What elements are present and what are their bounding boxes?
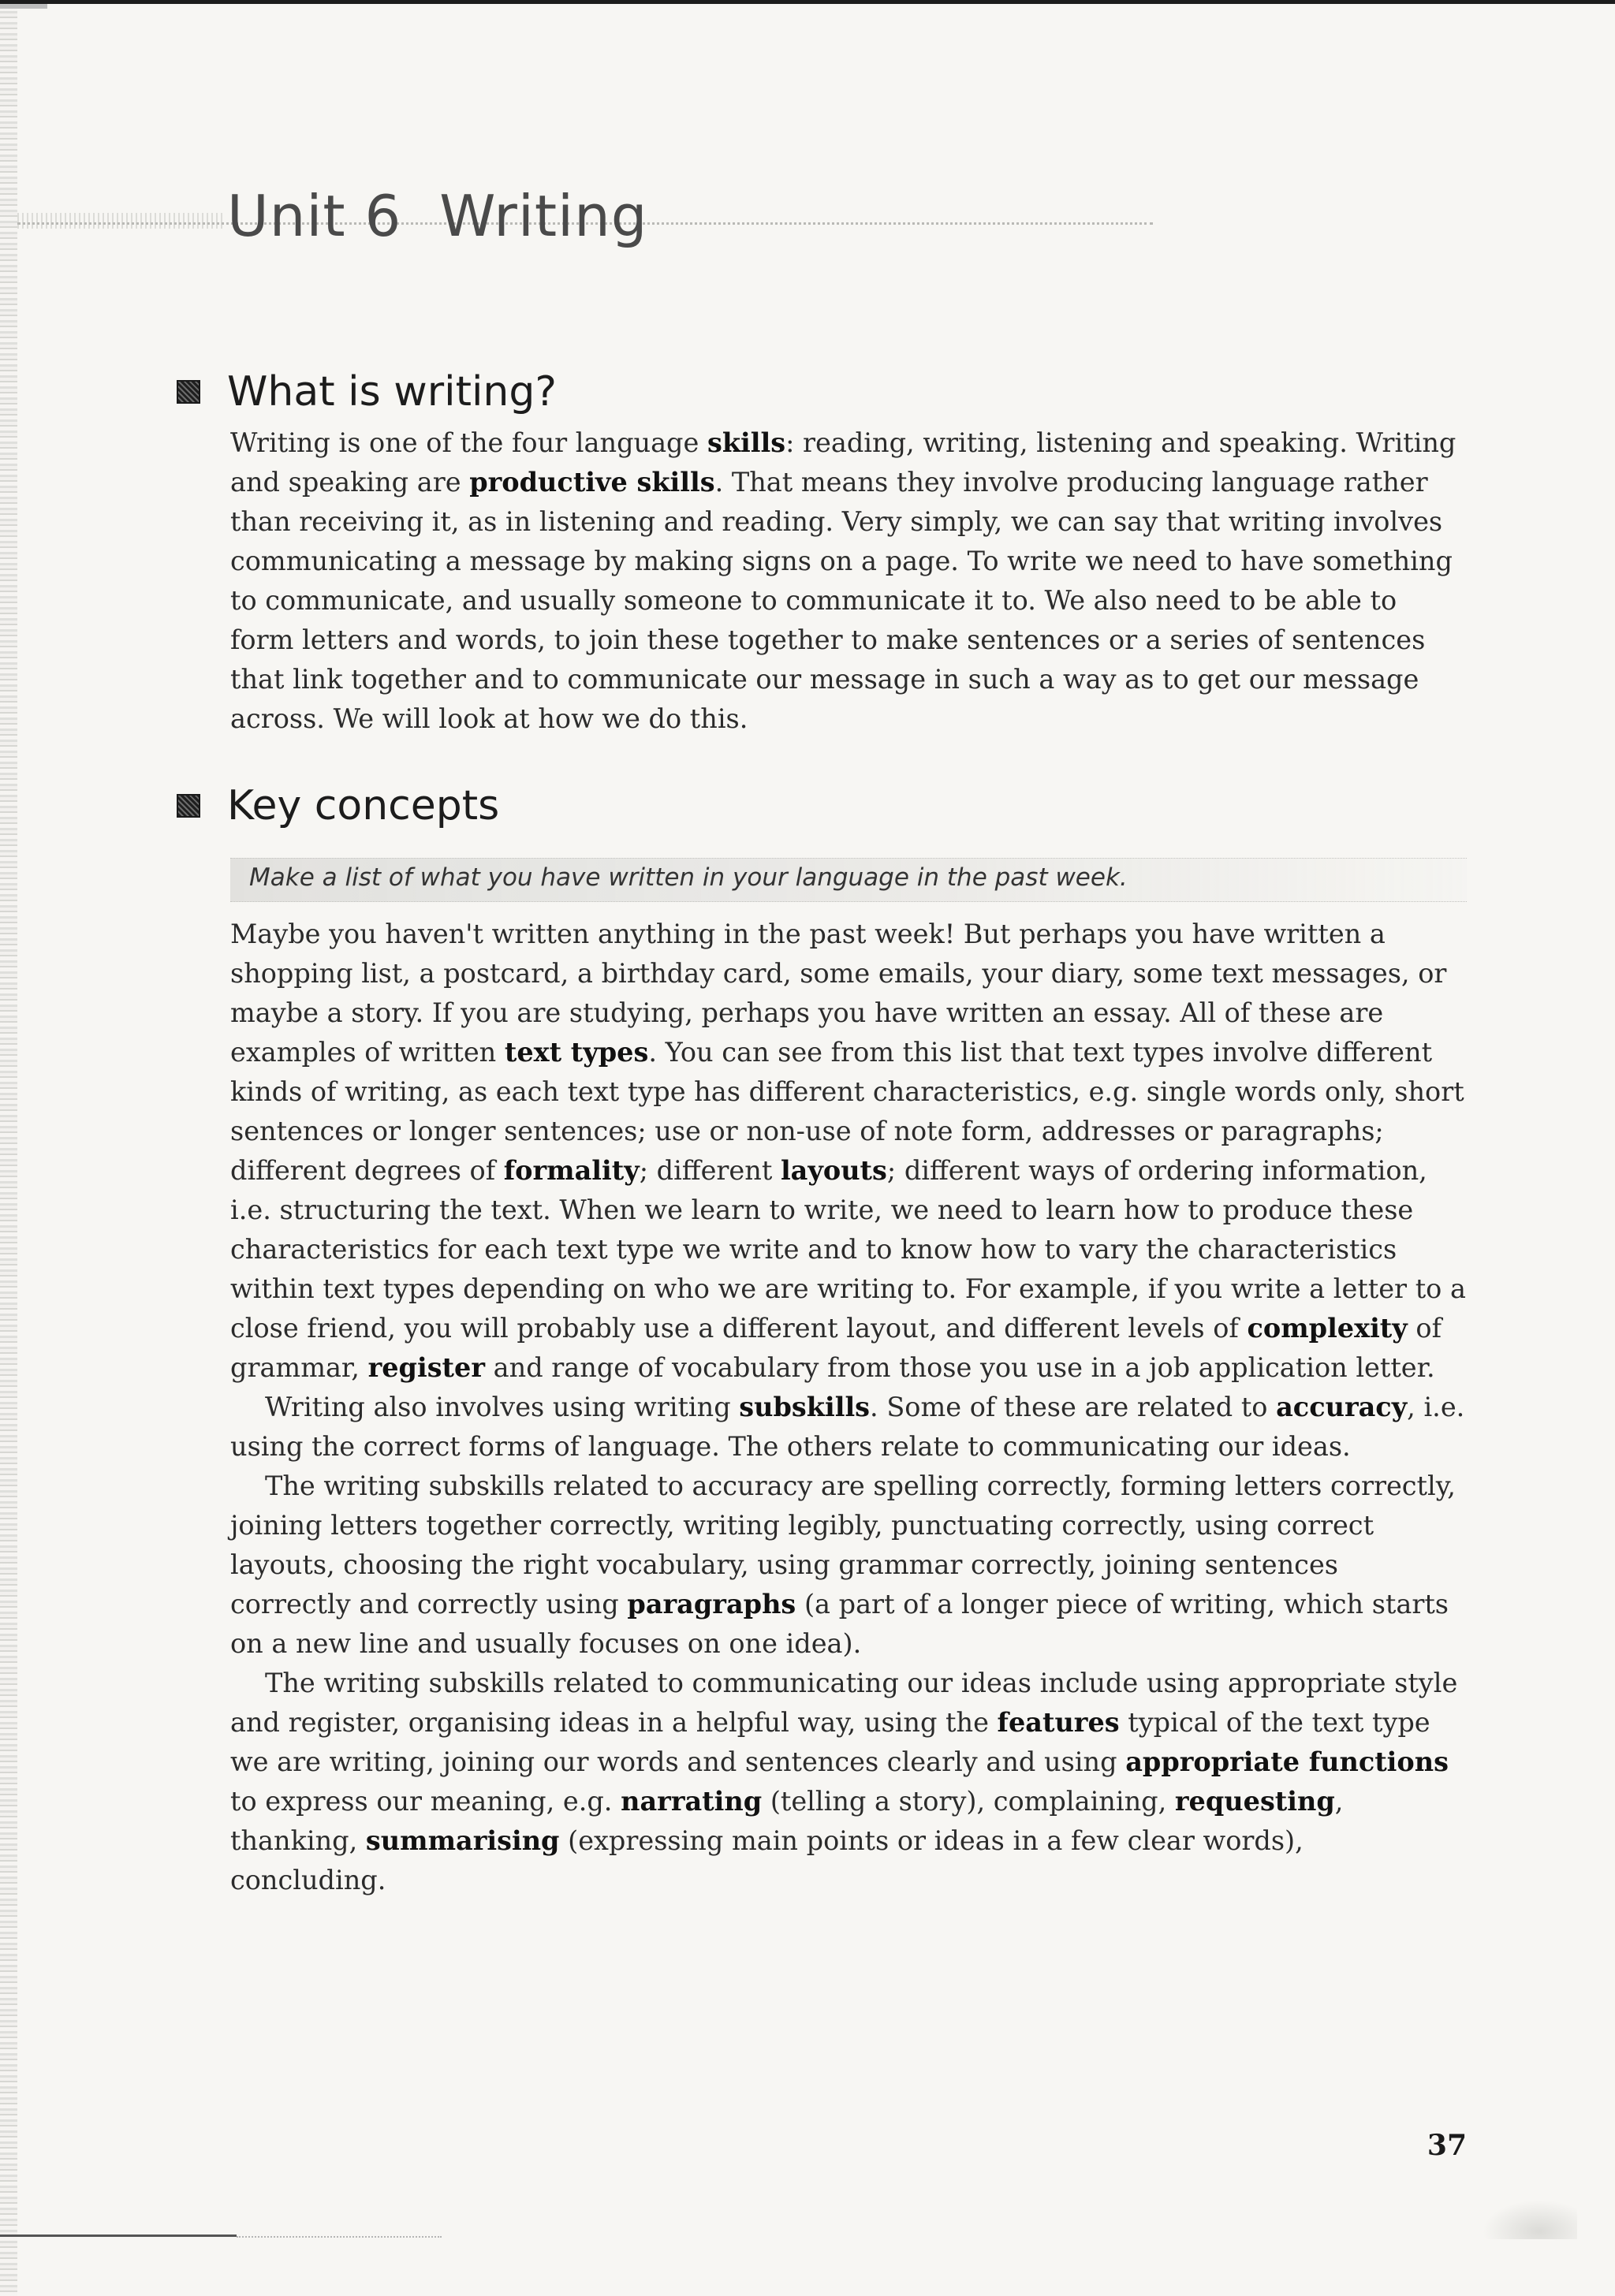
scan-edge-top [0,0,1615,4]
key-term: register [367,1352,485,1383]
text-run: Writing also involves using writing [265,1392,740,1422]
key-term: requesting [1174,1786,1335,1817]
text-run: (a part of a longer piece of writing, which starts on a new line and usually focuses on one idea). [230,1589,1449,1659]
key-term: skills [707,427,786,458]
text-run: : reading, writing, listening and speaking. Writing and speaking are [230,427,1456,498]
text-run: ; different ways of ordering information, i.e. structuring the text. When we learn to write, we need to learn how to produce these characteristics for each text type we write and to know how to vary the characteristics within text types depending on who we are writing to. For example, if you write a letter to a close friend, you will probably use a different layout, and different levels of [230,1155,1466,1344]
key-term: formality [503,1155,640,1186]
scan-edge-left [0,0,17,2296]
text-run: typical of the text type we are writing, joining our words and sentences clearly and using [230,1707,1430,1777]
key-term: paragraphs [627,1589,796,1620]
key-term: text types [504,1037,649,1068]
text-run: (telling a story), complaining, [762,1786,1175,1817]
what-is-writing-paragraph [230,423,1467,739]
section-heading-what-is-writing [177,368,557,416]
activity-prompt: Make a list of what you have written in your language in the past week. [249,863,1128,892]
unit-label: Unit 6 [227,183,402,249]
scan-edge-top-fade [0,4,47,9]
section-heading-text: Key concepts [227,782,500,829]
scan-edge-bottom-light [237,2236,442,2238]
activity-prompt-box [230,858,1467,902]
text-run: Maybe you haven't written anything in the past week! But perhaps you have written a shopping list, a postcard, a birthday card, some emails, your diary, some text messages, or maybe a story. If you are studying, perhaps you have written an essay. All of these are examples of written [230,919,1447,1068]
key-term: summarising [365,1825,560,1856]
scan-corner-smudge [1483,2200,1577,2239]
title-rule-texture [17,213,222,229]
text-run: , thanking, [230,1786,1344,1856]
text-run: . You can see from this list that text types involve different kinds of writing, as each text type has different characteristics, e.g. single words only, short sentences or longer sentences; use or non-use of note form, addresses or paragraphs; different degrees of [230,1037,1464,1186]
key-concepts-paragraph-1 [230,915,1467,1388]
square-bullet-icon [177,794,200,818]
square-bullet-icon [177,380,200,404]
unit-title [227,183,647,249]
key-concepts-paragraph-2 [230,1388,1467,1467]
text-run: to express our meaning, e.g. [230,1786,621,1817]
text-run: . That means they involve producing language rather than receiving it, as in listening and reading. Very simply, we can say that writing involves communicating a message by making signs on a page. To write we need to have something to communicate, and usually someone to communicate it to. We also need to be able to form letters and words, to join these together to make sentences or a series of sentences that link together and to communicate our message in such a way as to get our message across. We will look at how we do this. [230,467,1453,734]
key-term: productive skills [469,467,715,498]
key-term: features [997,1707,1120,1738]
text-run: (expressing main points or ideas in a few clear words), concluding. [230,1825,1304,1895]
key-term: complexity [1247,1313,1408,1344]
key-term: appropriate functions [1125,1746,1449,1777]
page-number: 37 [1427,2129,1467,2162]
key-term: narrating [621,1786,763,1817]
text-run: . Some of these are related to [870,1392,1277,1422]
key-concepts-paragraph-4 [230,1664,1467,1900]
key-concepts-paragraph-3 [230,1467,1467,1664]
scan-edge-bottom [0,2234,237,2237]
section-heading-text: What is writing? [227,368,557,416]
section-heading-key-concepts [177,782,499,829]
text-run: Writing is one of the four language [230,427,707,458]
text-run: ; different [639,1155,781,1186]
text-run: The writing subskills related to accuracy are spelling correctly, forming letters correctly, joining letters together correctly, writing legibly, punctuating correctly, using correct layouts, choosing the right vocabulary, using grammar correctly, joining sentences correctly and correctly using [230,1470,1456,1620]
key-term: subskills [739,1392,871,1422]
unit-name: Writing [439,183,648,249]
key-term: accuracy [1276,1392,1408,1422]
text-run: , i.e. using the correct forms of language. The others relate to communicating our ideas. [230,1392,1465,1462]
key-concepts-body [230,915,1467,1900]
text-run: of grammar, [230,1313,1442,1383]
text-run: and range of vocabulary from those you use in a job application letter. [485,1352,1435,1383]
key-term: layouts [780,1155,887,1186]
text-run: The writing subskills related to communicating our ideas include using appropriate style and register, organising ideas in a helpful way, using the [230,1668,1458,1738]
